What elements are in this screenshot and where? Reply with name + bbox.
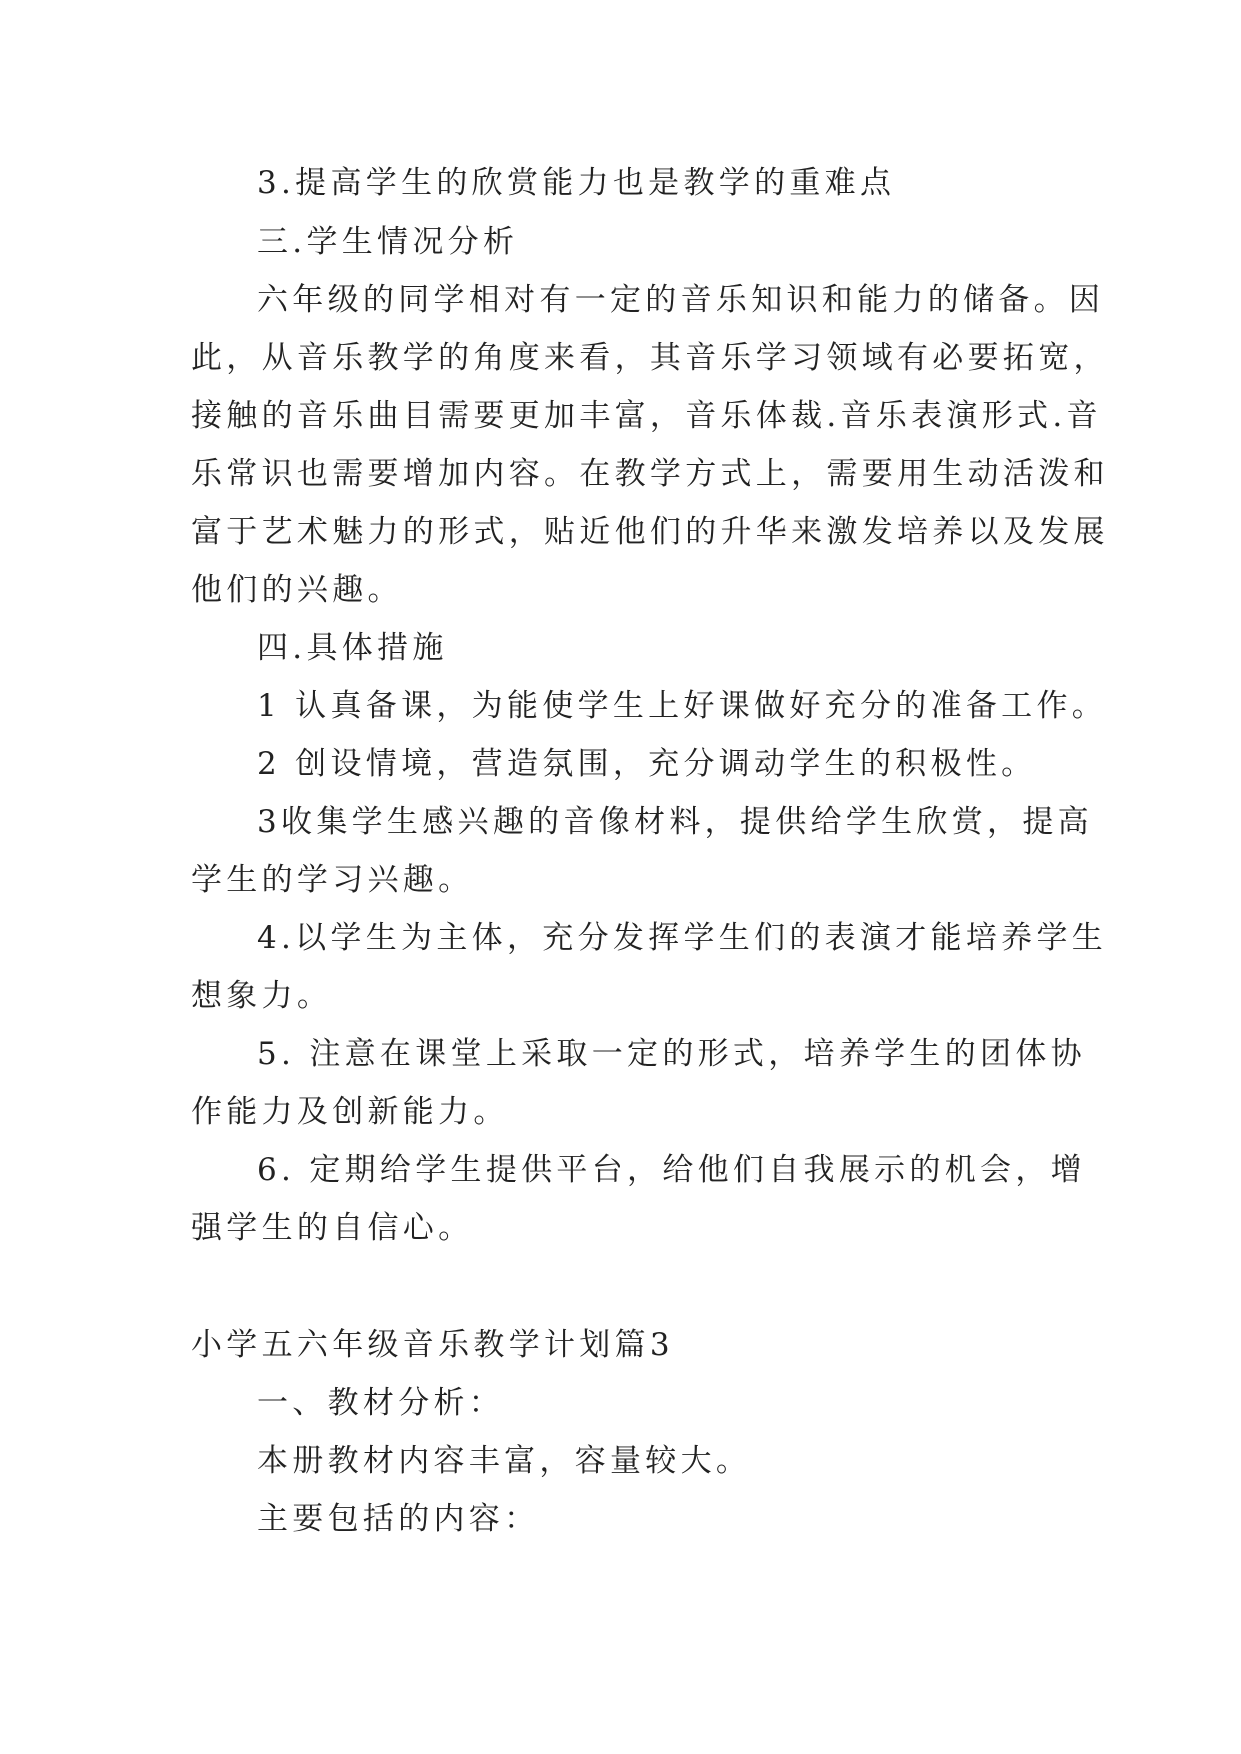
- paragraph-line: 主要包括的内容：: [257, 1501, 540, 1537]
- list-item: 6. 定期给学生提供平台，给他们自我展示的机会，增: [257, 1152, 1086, 1188]
- paragraph-line: 本册教材内容丰富，容量较大。: [257, 1443, 752, 1479]
- list-item: 1 认真备课，为能使学生上好课做好充分的准备工作。: [257, 688, 1108, 724]
- list-item: 4.以学生为主体，充分发挥学生们的表演才能培养学生: [257, 920, 1108, 956]
- document-section-title: 小学五六年级音乐教学计划篇3: [191, 1327, 674, 1363]
- section-heading: 四.具体措施: [257, 630, 448, 666]
- section-heading: 一、教材分析：: [257, 1385, 505, 1421]
- paragraph-line: 六年级的同学相对有一定的音乐知识和能力的储备。因: [257, 282, 1105, 318]
- list-item-continuation: 想象力。: [191, 978, 333, 1014]
- paragraph-line: 接触的音乐曲目需要更加丰富，音乐体裁.音乐表演形式.音: [191, 398, 1102, 434]
- paragraph-line: 3.提高学生的欣赏能力也是教学的重难点: [257, 165, 896, 201]
- section-heading: 三.学生情况分析: [257, 224, 519, 260]
- list-item: 5. 注意在课堂上采取一定的形式，培养学生的团体协: [257, 1036, 1086, 1072]
- list-item-continuation: 学生的学习兴趣。: [191, 862, 474, 898]
- paragraph-line: 乐常识也需要增加内容。在教学方式上，需要用生动活泼和: [191, 456, 1109, 492]
- paragraph-line: 此，从音乐教学的角度来看，其音乐学习领域有必要拓宽，: [191, 340, 1109, 376]
- list-item: 3收集学生感兴趣的音像材料，提供给学生欣赏，提高: [257, 804, 1093, 840]
- list-item-continuation: 作能力及创新能力。: [191, 1094, 509, 1130]
- paragraph-line: 他们的兴趣。: [191, 572, 403, 608]
- list-item: 2 创设情境，营造氛围，充分调动学生的积极性。: [257, 746, 1037, 782]
- paragraph-line: 富于艺术魅力的形式，贴近他们的升华来激发培养以及发展: [191, 514, 1109, 550]
- list-item-continuation: 强学生的自信心。: [191, 1210, 474, 1246]
